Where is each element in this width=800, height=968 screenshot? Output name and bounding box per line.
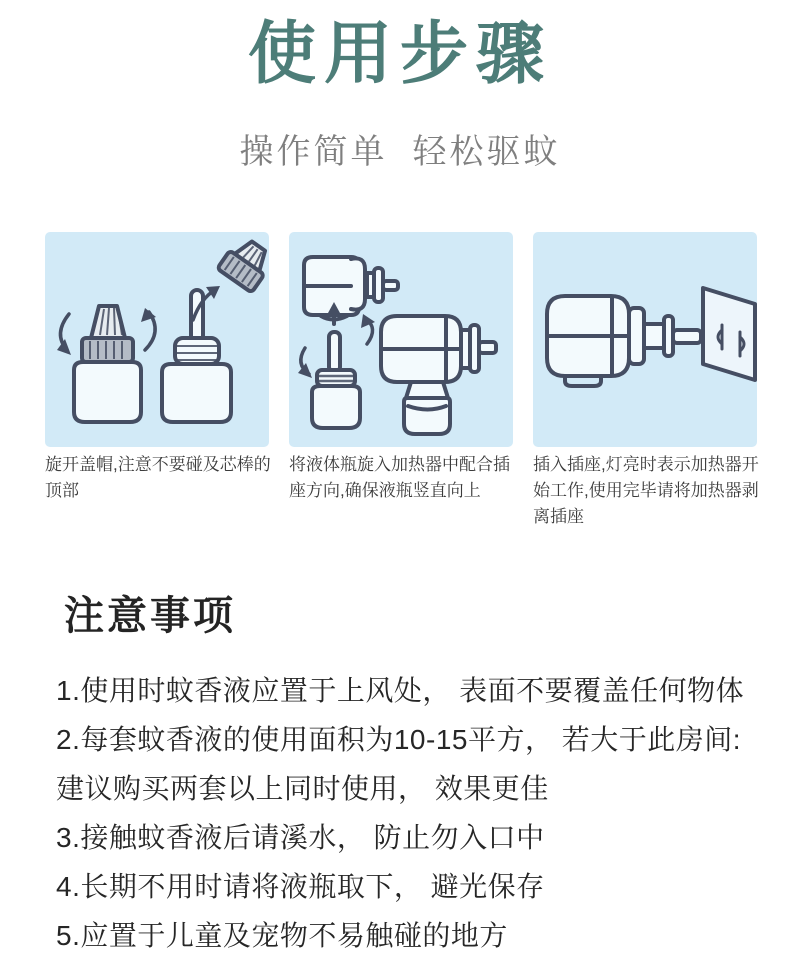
- step1-caption: 旋开盖帽,注意不要碰及芯棒的顶部: [45, 455, 271, 500]
- notice-heading: 注意事项: [64, 594, 236, 638]
- step-panel-1: [45, 232, 269, 447]
- steps-row: [45, 232, 757, 447]
- twist-open-bottle-cap-icon: [45, 232, 269, 447]
- step-captions-row: [45, 452, 759, 530]
- step2-caption: 将液体瓶旋入加热器中配合插座方向,确保液瓶竖直向上: [289, 455, 510, 500]
- notice-line-3: 3.接触蚊香液后请溪水， 防止勿入口中: [56, 822, 545, 853]
- screw-bottle-into-heater-icon: [289, 232, 513, 447]
- notice-line-5: 5.应置于儿童及宠物不易触碰的地方: [56, 920, 508, 951]
- step-panel-2: [289, 232, 513, 447]
- notice-line-2: 2.每套蚊香液的使用面积为10-15平方， 若大于此房间:: [56, 724, 742, 755]
- notice-list: [56, 666, 776, 960]
- step-panel-3: [533, 232, 757, 447]
- notice-line-2-continued: 建议购买两套以上同时使用， 效果更佳: [56, 773, 549, 804]
- plug-heater-into-socket-icon: [533, 232, 757, 447]
- step3-caption: 插入插座,灯亮时表示加热器开始工作,使用完毕请将加热器剥离插座: [533, 455, 759, 526]
- page-title: 使用步骤: [247, 16, 552, 92]
- page-subtitle: 操作简单 轻松驱蚊: [239, 133, 561, 171]
- notice-line-4: 4.长期不用时请将液瓶取下， 避光保存: [56, 871, 545, 902]
- notice-line-1: 1.使用时蚊香液应置于上风处， 表面不要覆盖任何物体: [56, 675, 745, 706]
